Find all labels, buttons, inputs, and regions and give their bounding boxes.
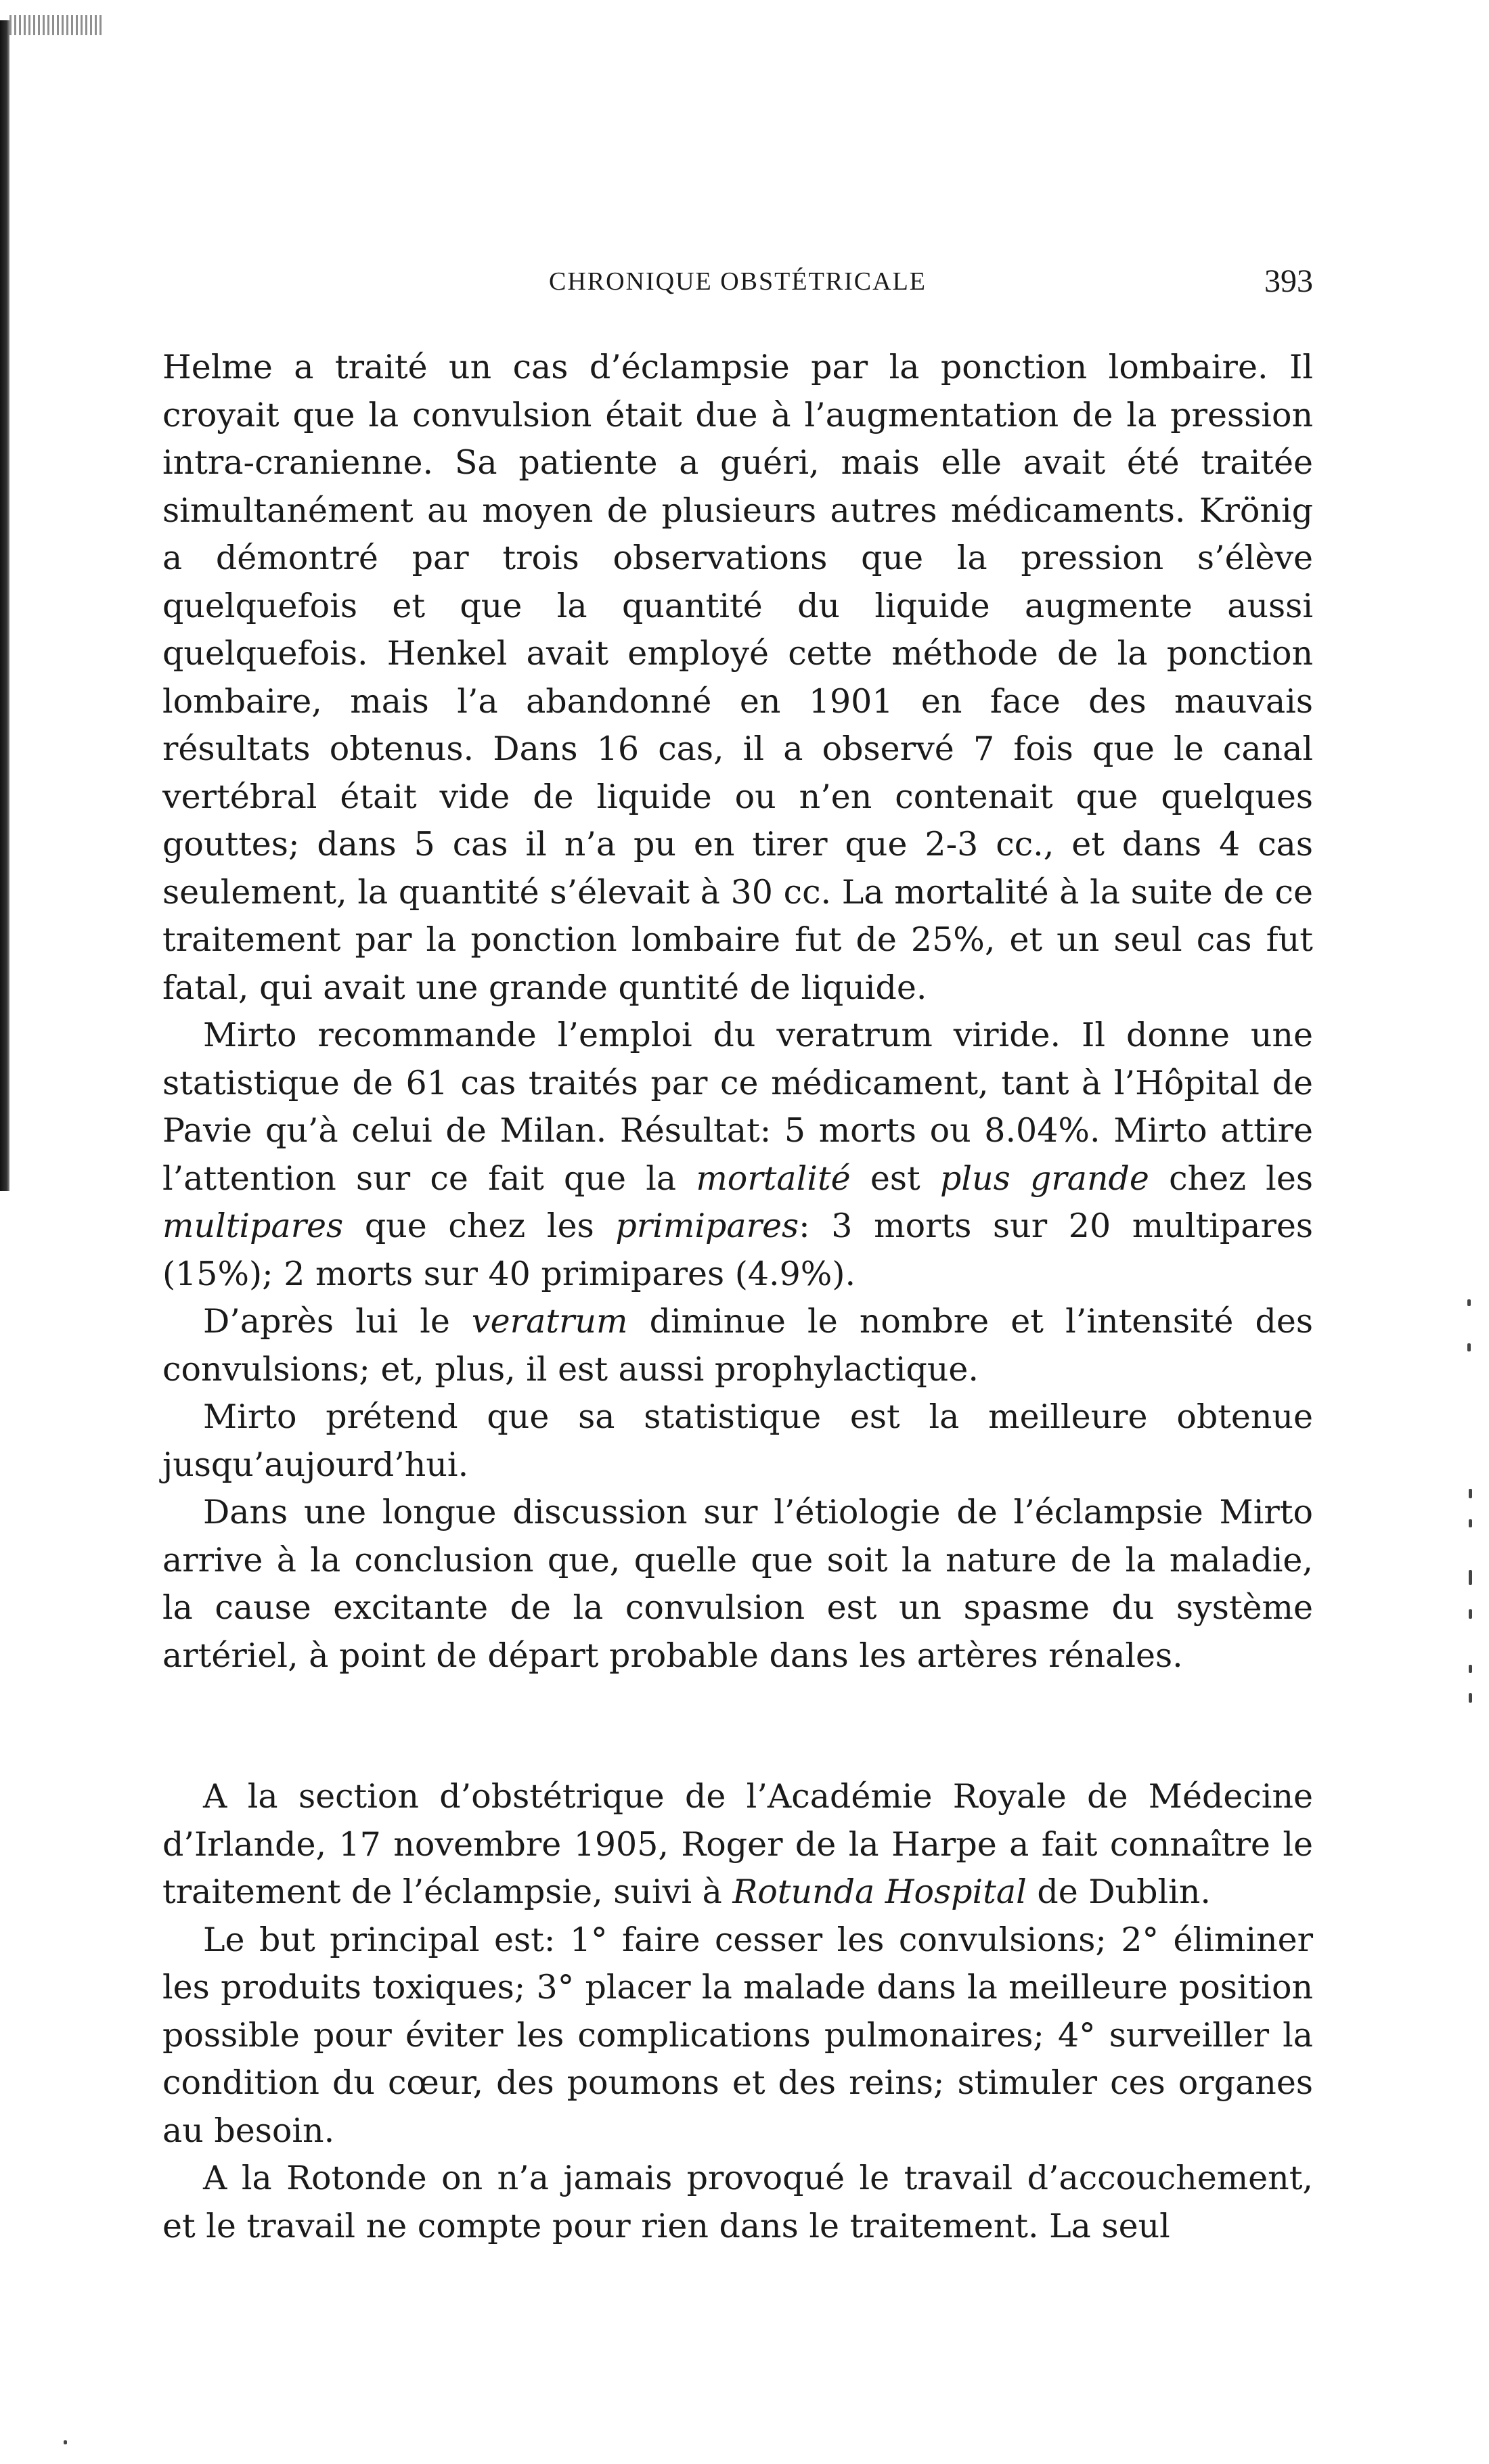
text-run: diminue le nombre et l’intensité des convulsions; et, plus, il est aussi prophylactique. [162, 1302, 1313, 1389]
text-run: chez les [1149, 1159, 1313, 1198]
margin-speck [64, 2440, 67, 2444]
text-run: Mirto recommande l’emploi du veratrum viride. Il donne une statistique de 61 cas traités par ce médicament, tant à l’Hôpital de Pavie qu’à celui de Milan. Résultat: 5 morts ou 8.04%. Mirto attire l’attention sur ce fait que la [162, 1016, 1313, 1198]
italic-run: plus grande [939, 1159, 1149, 1198]
margin-speck [1469, 1693, 1472, 1703]
running-title: CHRONIQUE OBSTÉTRICALE [548, 267, 927, 296]
text-run: D’après lui le [203, 1302, 472, 1341]
margin-speck [1469, 1570, 1472, 1585]
paragraph-helme: Helme a traité un cas d’éclampsie par la ponction lombaire. Il croyait que la convulsion était due à l’augmentation de la pression intra-cranienne. Sa patiente a guéri, mais elle avait été traitée simultanément au moyen de plusieurs autres médicaments. Krönig a démontré par trois observations que la pression s’élève quelquefois et que la quantité du liquide augmente aussi quelquefois. Henkel avait employé cette méthode de la ponction lombaire, mais l’a abandonné en 1901 en face des mauvais résultats obtenus. Dans 16 cas, il a observé 7 fois que le canal vertébral était vide de liquide ou n’en contenait que quelques gouttes; dans 5 cas il n’a pu en tirer que 2-3 cc., et dans 4 cas seulement, la quantité s’élevait à 30 cc. La mortalité à la suite de ce traitement par la ponction lombaire fut de 25%, et un seul cas fut fatal, qui avait une grande quntité de liquide. [162, 348, 1313, 1007]
margin-speck [1467, 1299, 1471, 1306]
page-number: 393 [1264, 263, 1313, 299]
italic-run: Rotunda Hospital [732, 1873, 1027, 1911]
italic-run: multipares [162, 1207, 344, 1245]
paragraph-veratrum [162, 1298, 1313, 1393]
italic-run: veratrum [472, 1302, 628, 1341]
margin-speck [1469, 1519, 1472, 1527]
text-block-rotunda-treatment [162, 1773, 1313, 2250]
paragraph-mirto-claim: Mirto prétend que sa statistique est la meilleure obtenue jusqu’aujourd’hui. [162, 1397, 1313, 1484]
paragraph-rotonde: A la Rotonde on n’a jamais provoqué le travail d’accouchement, et le travail ne compte pour rien dans le traitement. La seul [162, 2159, 1313, 2245]
paragraph-etiology: Dans une longue discussion sur l’étiologie de l’éclampsie Mirto arrive à la conclusion que, quelle que soit la nature de la maladie, la cause excitante de la convulsion est un spasme du système artériel, à point de départ probable dans les artères rénales. [162, 1493, 1313, 1675]
text-run: est [850, 1159, 940, 1198]
paragraph-mirto-statistics [162, 1012, 1313, 1298]
margin-speck [1469, 1665, 1472, 1673]
scan-binding-edge [0, 20, 9, 1191]
scan-binding-corner [9, 15, 104, 35]
text-run: : 3 morts sur 20 multipares (15%); 2 morts sur 40 primipares (4.9%). [162, 1207, 1314, 1293]
margin-speck [1469, 1609, 1472, 1619]
margin-speck [1469, 1489, 1472, 1498]
margin-speck [1467, 1343, 1471, 1351]
text-block-eclampsia-discussion [162, 344, 1313, 1680]
text-run: A la section d’obstétrique de l’Académie Royale de Médecine d’Irlande, 17 novembre 1905, Roger de la Harpe a fait connaître le traitement de l’éclampsie, suivi à [162, 1777, 1313, 1911]
paragraph-academy [162, 1773, 1313, 1917]
running-header [162, 263, 1313, 303]
text-run: de Dublin. [1026, 1873, 1211, 1911]
italic-run: primipares [615, 1207, 799, 1245]
paragraph-goals: Le but principal est: 1° faire cesser les convulsions; 2° éliminer les produits toxiques; 3° placer la malade dans la meilleure position possible pour éviter les complications pulmonaires; 4° surveiller la condition du cœur, des poumons et des reins; stimuler ces organes au besoin. [162, 1920, 1313, 2150]
text-run: que chez les [343, 1207, 616, 1245]
italic-run: mortalité [696, 1159, 851, 1198]
